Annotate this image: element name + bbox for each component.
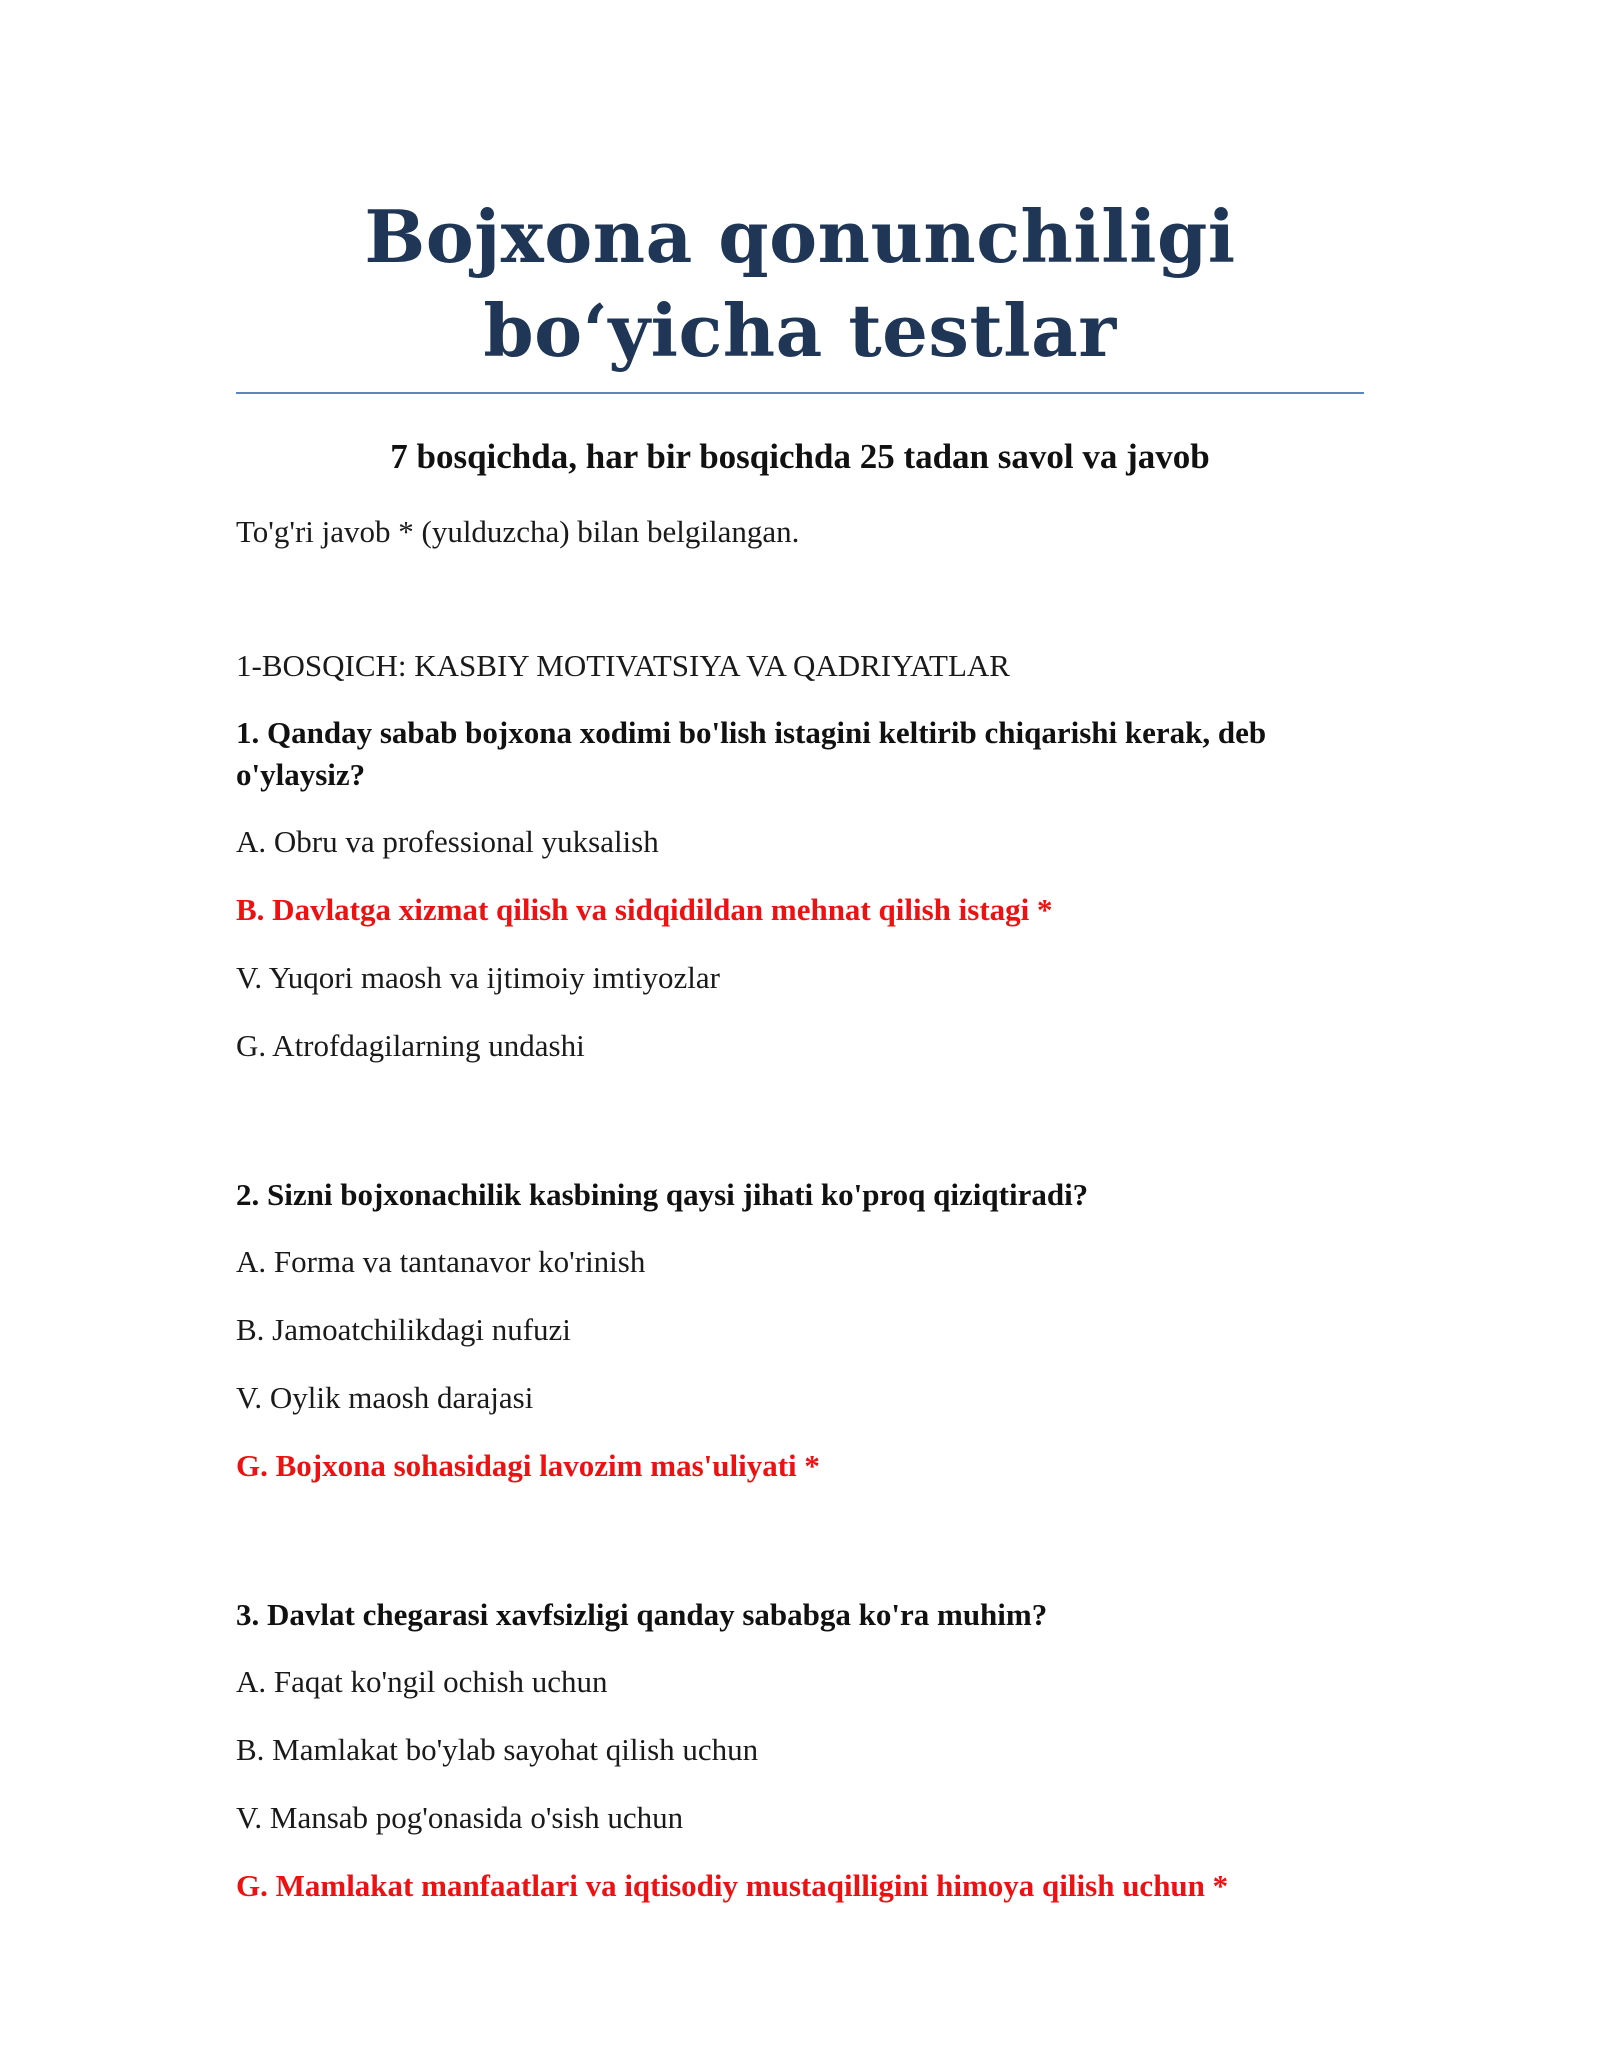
answer-key-note: To'g'ri javob * (yulduzcha) bilan belgilangan. (236, 514, 800, 549)
answer-options (236, 1662, 1364, 1906)
document-page (236, 0, 1364, 1906)
answer-option-b: B. Jamoatchilikdagi nufuzi (236, 1312, 571, 1347)
question-text: 3. Davlat chegarasi xavfsizligi qanday sababga ko'ra muhim? (236, 1597, 1048, 1632)
answer-options (236, 1242, 1364, 1486)
title-divider (236, 392, 1364, 394)
answer-option-g: G. Atrofdagilarning undashi (236, 1028, 585, 1063)
answer-option-b: B. Mamlakat bo'ylab sayohat qilish uchun (236, 1732, 759, 1767)
document-title: Bojxona qonunchiligi bo‘yicha testlar (364, 194, 1236, 373)
stage-heading: 1-BOSQICH: KASBIY MOTIVATSIYA VA QADRIYATLAR (236, 648, 1010, 683)
answer-option-a: A. Faqat ko'ngil ochish uchun (236, 1664, 608, 1699)
answer-options (236, 822, 1364, 1066)
answer-option-v: V. Oylik maosh darajasi (236, 1380, 534, 1415)
answer-option-a: A. Forma va tantanavor ko'rinish (236, 1244, 646, 1279)
answer-option-b-correct: B. Davlatga xizmat qilish va sidqidildan mehnat qilish istagi * (236, 892, 1053, 927)
question-3 (236, 1594, 1364, 1906)
answer-option-g-correct: G. Bojxona sohasidagi lavozim mas'uliyati * (236, 1448, 820, 1483)
answer-option-a: A. Obru va professional yuksalish (236, 824, 659, 859)
question-1 (236, 712, 1364, 1066)
question-text: 2. Sizni bojxonachilik kasbining qaysi jihati ko'proq qiziqtiradi? (236, 1177, 1089, 1212)
question-2 (236, 1174, 1364, 1486)
answer-option-g-correct: G. Mamlakat manfaatlari va iqtisodiy mustaqilligini himoya qilish uchun * (236, 1868, 1229, 1903)
question-text: 1. Qanday sabab bojxona xodimi bo'lish istagini keltirib chiqarishi kerak, deb o'ylaysiz? (236, 715, 1267, 792)
document-subtitle: 7 bosqichda, har bir bosqichda 25 tadan savol va javob (390, 437, 1210, 476)
answer-option-v: V. Yuqori maosh va ijtimoiy imtiyozlar (236, 960, 720, 995)
answer-option-v: V. Mansab pog'onasida o'sish uchun (236, 1800, 684, 1835)
